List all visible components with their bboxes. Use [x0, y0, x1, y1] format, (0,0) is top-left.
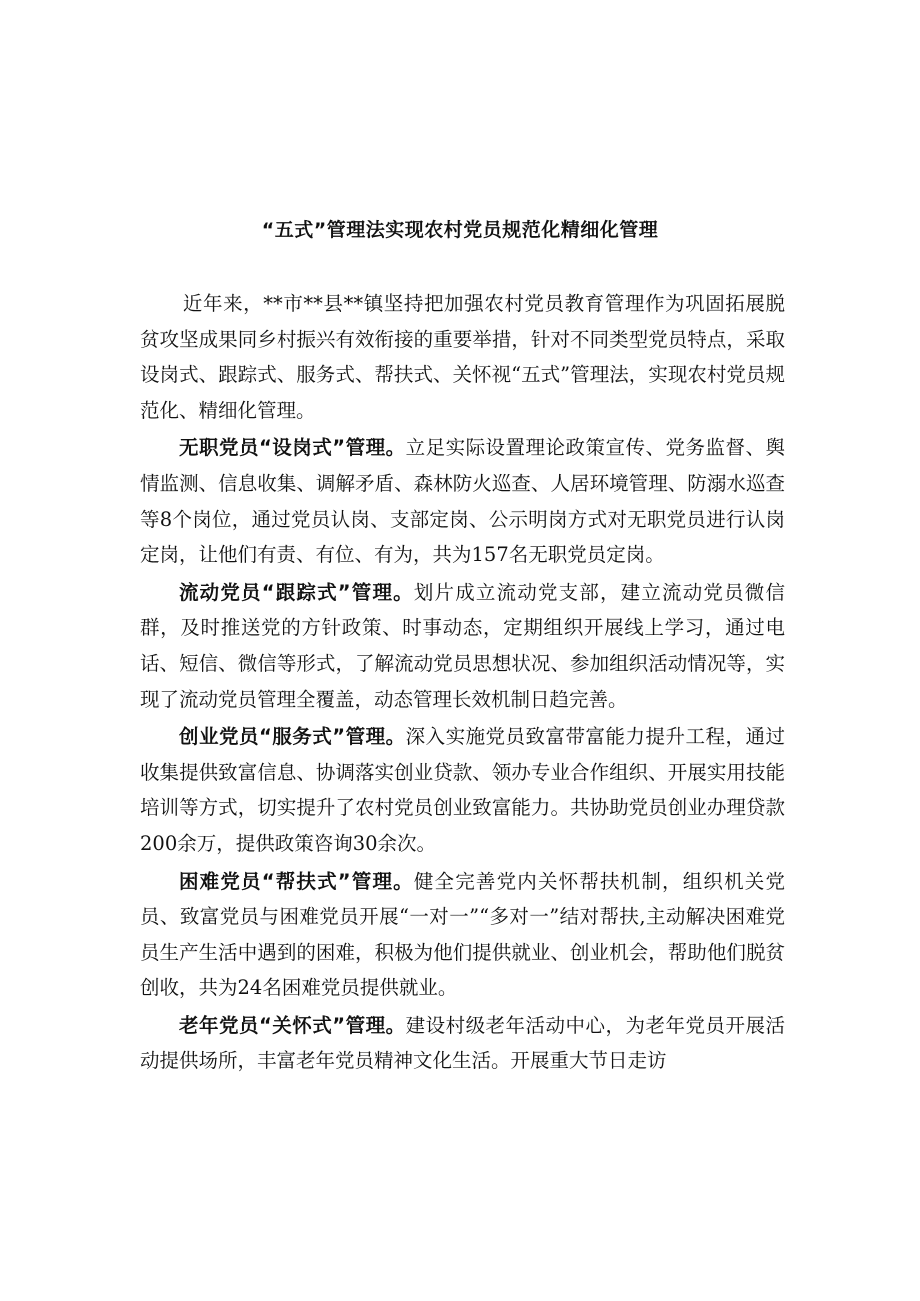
section-text-tracking: 划片成立流动党支部，建立流动党员微信群，及时推送党的方针政策、时事动态，定期组织开展线上学习，通过电话、短信、微信等形式，了解流动党员思想状况、参加组织活动情况等，实现了流动党员管理全覆盖，动态管理长效机制日趋完善。 — [140, 580, 785, 711]
section-heading-care: 老年党员“关怀式”管理。 — [179, 1013, 406, 1037]
section-text-setting-posts: 立足实际设置理论政策宣传、党务监督、舆情监测、信息收集、调解矛盾、森林防火巡查、人居环境管理、防溺水巡查等8个岗位，通过党员认岗、支部定岗、公示明岗方式对无职党员进行认岗定岗，让他们有责、有位、有为，共为157名无职党员定岗。 — [140, 436, 785, 567]
section-paragraph-setting-posts — [140, 430, 785, 572]
section-heading-tracking: 流动党员“跟踪式”管理。 — [179, 580, 414, 604]
section-heading-setting-posts: 无职党员“设岗式”管理。 — [179, 436, 406, 460]
section-paragraph-tracking — [140, 575, 785, 717]
section-paragraph-service — [140, 719, 785, 861]
section-paragraph-care — [140, 1008, 785, 1079]
section-heading-assistance: 困难党员“帮扶式”管理。 — [179, 869, 414, 893]
section-text-service: 深入实施党员致富带富能力提升工程，通过收集提供致富信息、协调落实创业贷款、领办专业合作组织、开展实用技能培训等方式，切实提升了农村党员创业致富能力。共协助党员创业办理贷款200余万，提供政策咨询30余次。 — [140, 725, 785, 855]
intro-paragraph: 近年来，**市**县**镇坚持把加强农村党员教育管理作为巩固拓展脱贫攻坚成果同乡村振兴有效衔接的重要举措，针对不同类型党员特点，采取设岗式、跟踪式、服务式、帮扶式、关怀视“五式”管理法，实现农村党员规范化、精细化管理。 — [140, 292, 785, 422]
document-body — [140, 286, 785, 1079]
document-title: “五式”管理法实现农村党员规范化精细化管理 — [261, 219, 659, 241]
section-text-assistance: 健全完善党内关怀帮扶机制，组织机关党员、致富党员与困难党员开展“一对一”“多对一”结对帮扶,主动解决困难党员生产生活中遇到的困难，积极为他们提供就业、创业机会，帮助他们脱贫创收，共为24名困难党员提供就业。 — [140, 869, 785, 1000]
section-paragraph-assistance — [140, 864, 785, 1006]
section-text-care: 建设村级老年活动中心，为老年党员开展活动提供场所，丰富老年党员精神文化生活。开展重大节日走访 — [140, 1013, 785, 1073]
section-heading-service: 创业党员“服务式”管理。 — [179, 725, 406, 749]
